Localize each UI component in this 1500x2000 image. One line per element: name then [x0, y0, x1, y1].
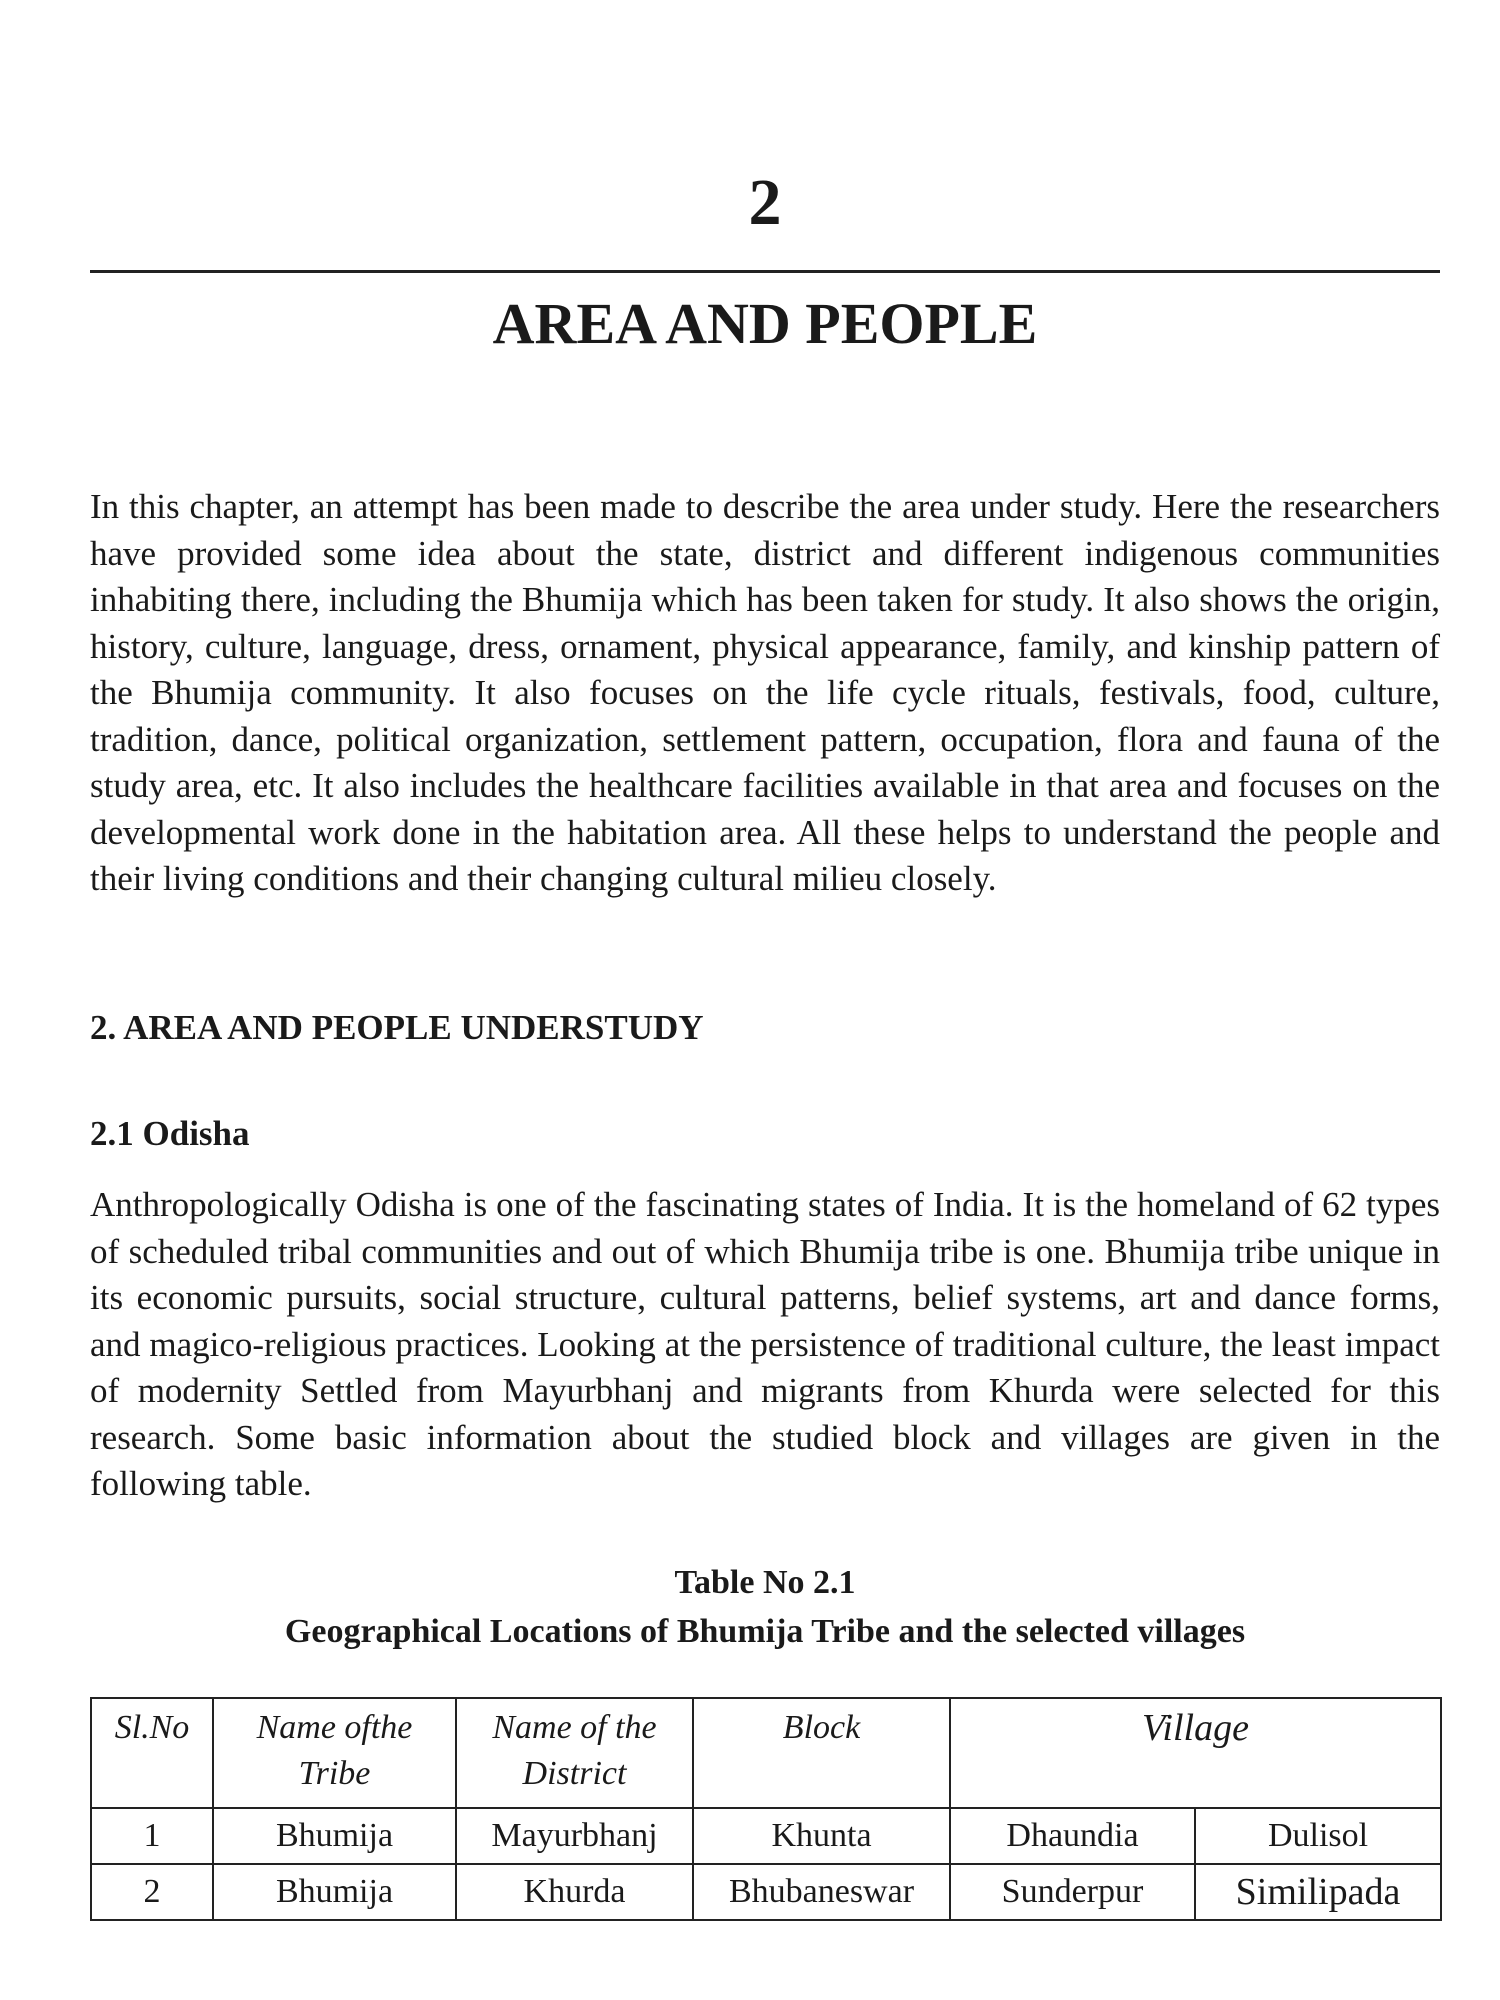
subsection-heading: 2.1 Odisha	[90, 1114, 250, 1153]
table-row	[91, 1808, 1441, 1864]
table-header-row	[91, 1698, 1441, 1808]
cell-block: Khunta	[693, 1808, 950, 1864]
chapter-title: AREA AND PEOPLE	[492, 291, 1038, 356]
intro-paragraph: In this chapter, an attempt has been made to describe the area under study. Here the researchers have provided some idea about the state, district and different indigenous communities inhabiting there, including the Bhumija which has been taken for study. It also shows the origin, history, culture, language, dress, ornament, physical appearance, family, and kinship pattern of the Bhumija community. It also focuses on the life cycle rituals, festivals, food, culture, tradition, dance, political organization, settlement pattern, occupation, flora and fauna of the study area, etc. It also includes the healthcare facilities available in that area and focuses on the developmental work done in the habitation area. All these helps to understand the people and their living conditions and their changing cultural milieu closely.	[90, 487, 1440, 898]
table-caption: Geographical Locations of Bhumija Tribe and the selected villages	[284, 1613, 1246, 1650]
chapter-divider	[90, 270, 1440, 273]
cell-sl-no: 1	[91, 1808, 213, 1864]
cell-village-2: Dulisol	[1195, 1808, 1441, 1864]
header-district: Name of the District	[456, 1698, 693, 1808]
table-row	[91, 1864, 1441, 1920]
header-tribe: Name ofthe Tribe	[213, 1698, 456, 1808]
table-number: Table No 2.1	[674, 1564, 856, 1601]
odisha-paragraph: Anthropologically Odisha is one of the fascinating states of India. It is the homeland of 62 types of scheduled tribal communities and out of which Bhumija tribe is one. Bhumija tribe unique in its economic pursuits, social structure, cultural patterns, belief systems, art and dance forms, and magico-religious practices. Looking at the persistence of traditional culture, the least impact of modernity Settled from Mayurbhanj and migrants from Khurda were selected for this research. Some basic information about the studied block and villages are given in the following table.	[90, 1185, 1440, 1503]
section-heading: 2. AREA AND PEOPLE UNDERSTUDY	[90, 1008, 704, 1047]
cell-district: Khurda	[456, 1864, 693, 1920]
cell-tribe: Bhumija	[213, 1808, 456, 1864]
cell-district: Mayurbhanj	[456, 1808, 693, 1864]
locations-table	[90, 1697, 1442, 1921]
cell-block: Bhubaneswar	[693, 1864, 950, 1920]
header-block: Block	[693, 1698, 950, 1808]
cell-village-2: Similipada	[1195, 1864, 1441, 1920]
header-village: Village	[950, 1698, 1441, 1808]
header-sl-no: Sl.No	[91, 1698, 213, 1808]
chapter-number: 2	[748, 166, 782, 239]
cell-village-1: Sunderpur	[950, 1864, 1195, 1920]
cell-village-1: Dhaundia	[950, 1808, 1195, 1864]
cell-tribe: Bhumija	[213, 1864, 456, 1920]
cell-sl-no: 2	[91, 1864, 213, 1920]
